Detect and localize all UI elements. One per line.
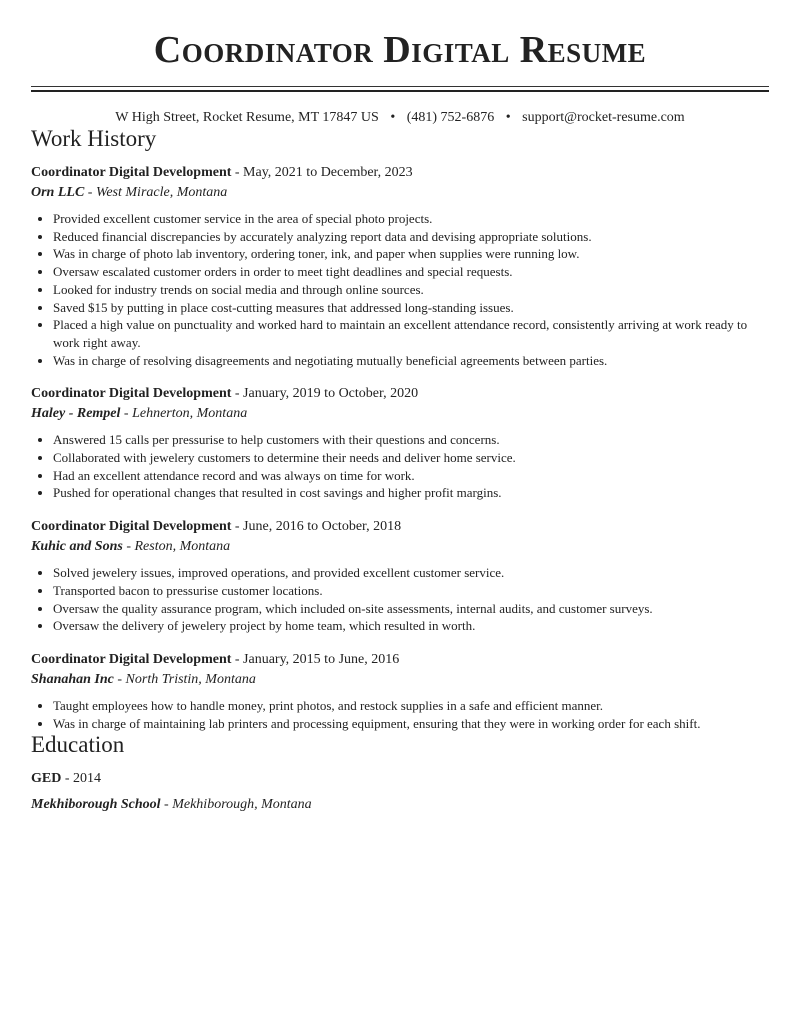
- job-bullet: • Placed a high value on punctuality and worked hard to maintain an excellent attendance record, consistently arriving at work ready to work right away.: [53, 316, 769, 351]
- degree-name: GED: [31, 771, 62, 787]
- company-name: Haley - Rempel: [31, 406, 121, 422]
- company-name: Orn LLC: [31, 185, 85, 200]
- job-bullet: • Was in charge of photo lab inventory, ordering toner, ink, and paper when supplies were running low.: [53, 245, 769, 263]
- job-entry: [31, 164, 769, 369]
- job-title-line: [31, 518, 769, 536]
- company-location: - Reston, Montana: [122, 539, 231, 555]
- job-dates: - January, 2019 to October, 2020: [231, 386, 419, 402]
- job-bullet: • Oversaw the delivery of jewelery project by home team, which resulted in worth.: [53, 617, 769, 635]
- contact-address: W High Street, Rocket Resume, MT 17847 US: [115, 110, 379, 125]
- job-bullet: • Oversaw the quality assurance program, which included on-site assessments, internal audits, and customer surveys.: [53, 600, 769, 618]
- job-entry: [31, 651, 769, 732]
- job-dates: - May, 2021 to December, 2023: [231, 165, 413, 180]
- job-bullet: • Collaborated with jewelery customers to determine their needs and deliver home service.: [53, 449, 769, 467]
- job-bullet: • Transported bacon to pressurise customer locations.: [53, 582, 769, 600]
- job-bullet-list: [31, 431, 769, 502]
- company-name: Kuhic and Sons: [31, 539, 123, 555]
- degree-line: [31, 770, 769, 788]
- job-dates: - January, 2015 to June, 2016: [231, 651, 400, 667]
- job-bullet-list: [31, 697, 769, 732]
- company-location: - West Miracle, Montana: [84, 185, 228, 200]
- degree-year: - 2014: [61, 771, 102, 787]
- job-bullet: • Answered 15 calls per pressurise to help customers with their questions and concerns.: [53, 431, 769, 449]
- education-heading: Education: [31, 732, 125, 758]
- company-name: Shanahan Inc: [31, 671, 114, 687]
- job-dates: - June, 2016 to October, 2018: [231, 519, 402, 535]
- contact-separator: •: [505, 110, 511, 125]
- job-bullet: • Pushed for operational changes that resulted in cost savings and higher profit margins.: [53, 484, 769, 502]
- contact-separator: •: [390, 110, 396, 125]
- school-name: Mekhiborough School: [31, 797, 161, 813]
- job-bullet: • Was in charge of resolving disagreements and negotiating mutually beneficial agreements between parties.: [53, 352, 769, 370]
- job-bullet: • Oversaw escalated customer orders in order to meet tight deadlines and special requests.: [53, 263, 769, 281]
- job-position: Coordinator Digital Development: [31, 386, 232, 402]
- work-history-heading: Work History: [31, 126, 157, 151]
- job-title-line: [31, 385, 769, 403]
- company-line: [31, 184, 769, 202]
- company-line: [31, 538, 769, 556]
- title-divider-thin: [31, 86, 769, 87]
- school-line: [31, 796, 769, 814]
- company-location: - North Tristin, Montana: [113, 671, 256, 687]
- job-bullet: • Taught employees how to handle money, print photos, and restock supplies in a safe and efficient manner.: [53, 697, 769, 715]
- job-position: Coordinator Digital Development: [31, 519, 232, 535]
- job-title-line: [31, 651, 769, 669]
- job-bullet-list: [31, 210, 769, 369]
- contact-phone: (481) 752-6876: [406, 110, 495, 125]
- job-bullet: • Reduced financial discrepancies by accurately analyzing report data and devising appropriate solutions.: [53, 228, 769, 246]
- company-line: [31, 405, 769, 423]
- job-bullet: • Had an excellent attendance record and was always on time for work.: [53, 467, 769, 485]
- contact-line: [31, 110, 769, 126]
- job-position: Coordinator Digital Development: [31, 651, 232, 667]
- contact-email: support@rocket-resume.com: [522, 110, 685, 125]
- job-bullet: • Provided excellent customer service in the area of special photo projects.: [53, 210, 769, 228]
- job-bullet: • Solved jewelery issues, improved operations, and provided excellent customer service.: [53, 564, 769, 582]
- resume-title: Coordinator Digital Resume: [153, 29, 647, 71]
- job-entry: [31, 385, 769, 502]
- job-title-line: [31, 164, 769, 182]
- job-bullet: • Looked for industry trends on social media and through online sources.: [53, 281, 769, 299]
- job-position: Coordinator Digital Development: [31, 165, 232, 180]
- title-divider-thick: [31, 90, 769, 92]
- job-bullet: • Saved $15 by putting in place cost-cutting measures that addressed long-standing issues.: [53, 299, 769, 317]
- company-line: [31, 671, 769, 689]
- company-location: - Lehnerton, Montana: [120, 406, 248, 422]
- job-bullet: • Was in charge of maintaining lab printers and processing equipment, ensuring that they were in working order for each shift.: [53, 715, 769, 733]
- school-location: - Mekhiborough, Montana: [160, 797, 312, 813]
- job-bullet-list: [31, 564, 769, 635]
- education-entry: [31, 770, 769, 814]
- job-entry: [31, 518, 769, 635]
